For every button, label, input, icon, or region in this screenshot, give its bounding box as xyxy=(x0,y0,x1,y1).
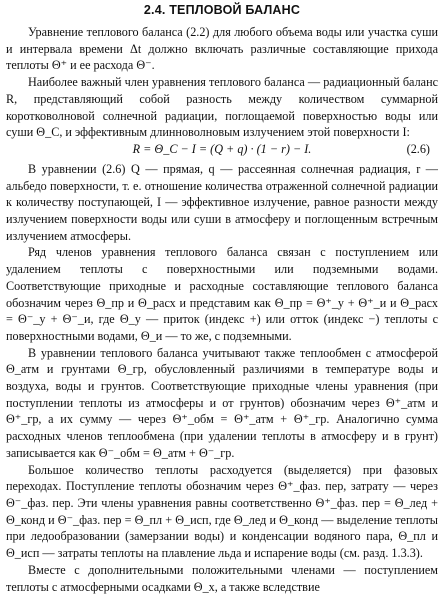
paragraph-2: Наиболее важный член уравнения теплового баланса — радиационный баланс R, представляющий собой разность между количеством суммарной коротковолновой солнечной радиации, поглощаемой поверхностью воды или суши Θ_С, и эффективным длинноволновым излучением этой поверхности I: xyxy=(6,75,438,140)
section-title xyxy=(6,0,438,24)
equation-number: (2.6) xyxy=(406,141,430,156)
paragraph-1: Уравнение теплового баланса (2.2) для любого объема воды или участка суши и интервала времени Δt должно включать различные составляющие прихода теплоты Θ⁺ и ее расхода Θ⁻. xyxy=(6,25,438,73)
paragraph-4: Ряд членов уравнения теплового баланса связан с поступлением или удалением теплоты с поверхностными или подземными водами. Соответствующие приходные и расходные составляющие теплового баланса обозначим через Θ_пр и Θ_расх и представим как Θ_пр = Θ⁺_у + Θ⁺_и и Θ_расх = Θ⁻_у + Θ⁻_и, где Θ_у — приток (индекс +) или отток (индекс −) теплоты с поверхностными водами, Θ_и — то же, с подземными. xyxy=(6,245,438,343)
equation-2-6 xyxy=(6,141,438,161)
section-number: 2.4. xyxy=(143,3,166,17)
section-title-text: ТЕПЛОВОЙ БАЛАНС xyxy=(169,3,301,17)
equation-formula: R = Θ_С − I = (Q + q) · (1 − r) − I. xyxy=(132,141,312,156)
paragraph-5: В уравнении теплового баланса учитывают также теплообмен с атмосферой Θ_атм и грунтами Θ_гр, обусловленный различиями в температуре воды и воздуха, воды и грунтов. Соответствующие приходные члены уравнения (при поступлении теплоты из атмосферы и от грунтов) обозначим через Θ⁺_атм и Θ⁺_гр, а их сумму — через Θ⁺_обм = Θ⁺_атм + Θ⁺_гр. Аналогично сумма расходных членов теплообмена (при удалении теплоты в атмосферу и в грунт) записывается как Θ⁻_обм = Θ_атм + Θ⁻_гр. xyxy=(6,345,438,460)
paragraph-7: Вместе с дополнительными положительными членами — поступлением теплоты с атмосферными осадками Θ_х, а также вследствие xyxy=(6,562,438,594)
paragraph-3: В уравнении (2.6) Q — прямая, q — рассеянная солнечная радиация, r — альбедо поверхности, т. е. отношение количества отраженной солнечной радиации к количеству поступающей, I — эффективное излучение, равное разности между излучением поверхности воды или суши в атмосферу и поглощенным встречным излучением атмосферы. xyxy=(6,161,438,243)
paragraph-6: Большое количество теплоты расходуется (выделяется) при фазовых переходах. Поступление теплоты обозначим через Θ⁺_фаз. пер, затрату — через Θ⁻_фаз. пер. Эти члены уравнения равны соответственно Θ⁺_фаз. пер = Θ_лед + Θ_конд и Θ⁻_фаз. пер = Θ_пл + Θ_исп, где Θ_лед и Θ_конд — выделение теплоты при ледообразовании (замерзании воды) и конденсации водяного пара, Θ_пл и Θ_исп — затраты теплоты на плавление льда и испарение воды (см. разд. 1.3.3). xyxy=(6,462,438,561)
